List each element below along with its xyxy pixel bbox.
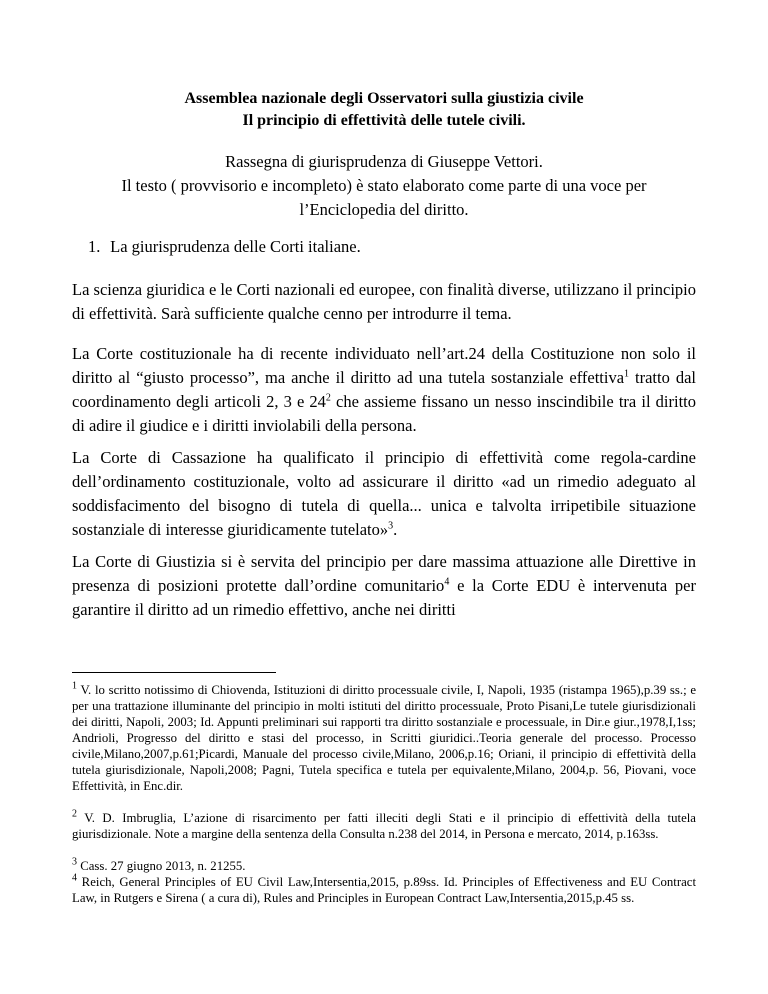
paragraph-text: La Corte di Giustizia si è servita del principio per dare massima attuazione alle Direttive in presenza di posizioni protette dall’ordine comunitario (72, 552, 696, 595)
footnote-text: Reich, General Principles of EU Civil Law,Intersentia,2015, p.89ss. Id. Principles of Effectiveness and EU Contract Law, in Rutgers e Sirena ( a cura di), Rules and Principles in European Contract Law,Intersentia,2015,p.45 ss. (72, 875, 696, 905)
paragraph-text: che assieme fissano un nesso inscindibile tra il diritto di adire il giudice e i diritti inviolabili della persona. (72, 392, 696, 435)
document-title-line2: Il principio di effettività delle tutele civili. (242, 112, 526, 129)
note-line: Il testo ( provvisorio e incompleto) è stato elaborato come parte di una voce per (121, 176, 647, 195)
footnote-4 (72, 874, 696, 906)
paragraph-text: e la Corte EDU è intervenuta per garantire il diritto ad un rimedio effettivo, anche nei diritti (72, 576, 696, 619)
paragraph-corte-costituzionale (72, 342, 696, 438)
footnote-number: 1 (72, 680, 77, 692)
footnote-ref-1: 1 (624, 368, 630, 380)
footnote-separator (72, 672, 276, 673)
footnote-text: V. D. Imbruglia, L’azione di risarcimento per fatti illeciti degli Stati e il principio di effettività della tutela giurisdizionale. Note a margine della sentenza della Consulta n.238 del 2014, in Persona e mercato, 2014, p.163ss. (72, 811, 696, 841)
paragraph-cassazione (72, 446, 696, 542)
note-line-2: l’Enciclopedia del diritto. (299, 200, 469, 219)
footnote-number: 2 (72, 808, 77, 820)
section-title: La giurisprudenza delle Corti italiane. (110, 237, 361, 256)
paragraph-text: La Corte costituzionale ha di recente individuato nell’art.24 della Costituzione non solo il diritto al “giusto processo”, ma anche il diritto ad una tutela sostanziale effettiva (72, 344, 696, 387)
footnote-ref-3: 3 (388, 520, 394, 532)
footnote-1 (72, 682, 696, 794)
author-line: Rassegna di giurisprudenza di Giuseppe Vettori. (225, 152, 543, 171)
section-heading (88, 235, 361, 259)
document-title-line1: Assemblea nazionale degli Osservatori sulla giustizia civile (184, 90, 584, 107)
paragraph-text: . (393, 520, 398, 539)
paragraph-text: La Corte di Cassazione ha qualificato il principio di effettività come regola-cardine dell’ordinamento costituzionale, volto ad assicurare il diritto «ad un rimedio adeguato al soddisfacimento del bisogno di tutela di quella... unica e talvolta irripetibile situazione sostanziale di interesse giuridicamente tutelato» (72, 448, 696, 539)
footnote-text: Cass. 27 giugno 2013, n. 21255. (77, 859, 246, 873)
paragraph-corte-giustizia (72, 550, 696, 622)
footnote-3 (72, 858, 696, 874)
footnote-number: 3 (72, 856, 77, 868)
footnote-2 (72, 810, 696, 842)
footnote-number: 4 (72, 872, 77, 884)
footnote-text: V. lo scritto notissimo di Chiovenda, Istituzioni di diritto processuale civile, I, Napoli, 1935 (ristampa 1965),p.39 ss.; e per una trattazione illuminante del principio in molti istituti del diritto processuale, Proto Pisani,Le tutele giurisdizionali dei diritti, Napoli, 2003; Id. Appunti preliminari sui rapporti tra diritto sostanziale e processuale, in Dir.e giur.,1978,I,1ss; Andrioli, Progresso del diritto e stasi del processo, in Scritti giuridici..Teoria generale del processo. Processo civile,Milano,2007,p.61;Picardi, Manuale del processo civile,Milano, 2006,p.16; Oriani, il principio di effettività della tutela giurisdizionale, Napoli,2008; Pagni, Tutela specifica e tutela per equivalente,Milano, 2004,p. 56, Piovani, voce Effettività, in Enc.dir. (72, 683, 696, 793)
footnote-ref-2: 2 (325, 392, 331, 404)
footnote-ref-4: 4 (444, 576, 450, 588)
paragraph-text: tratto dal coordinamento degli articoli 2, 3 e 24 (72, 368, 696, 411)
paragraph-intro: La scienza giuridica e le Corti nazionali ed europee, con finalità diverse, utilizzano il principio di effettività. Sarà sufficiente qualche cenno per introdurre il tema. (72, 280, 697, 323)
section-number: 1. (88, 237, 101, 256)
